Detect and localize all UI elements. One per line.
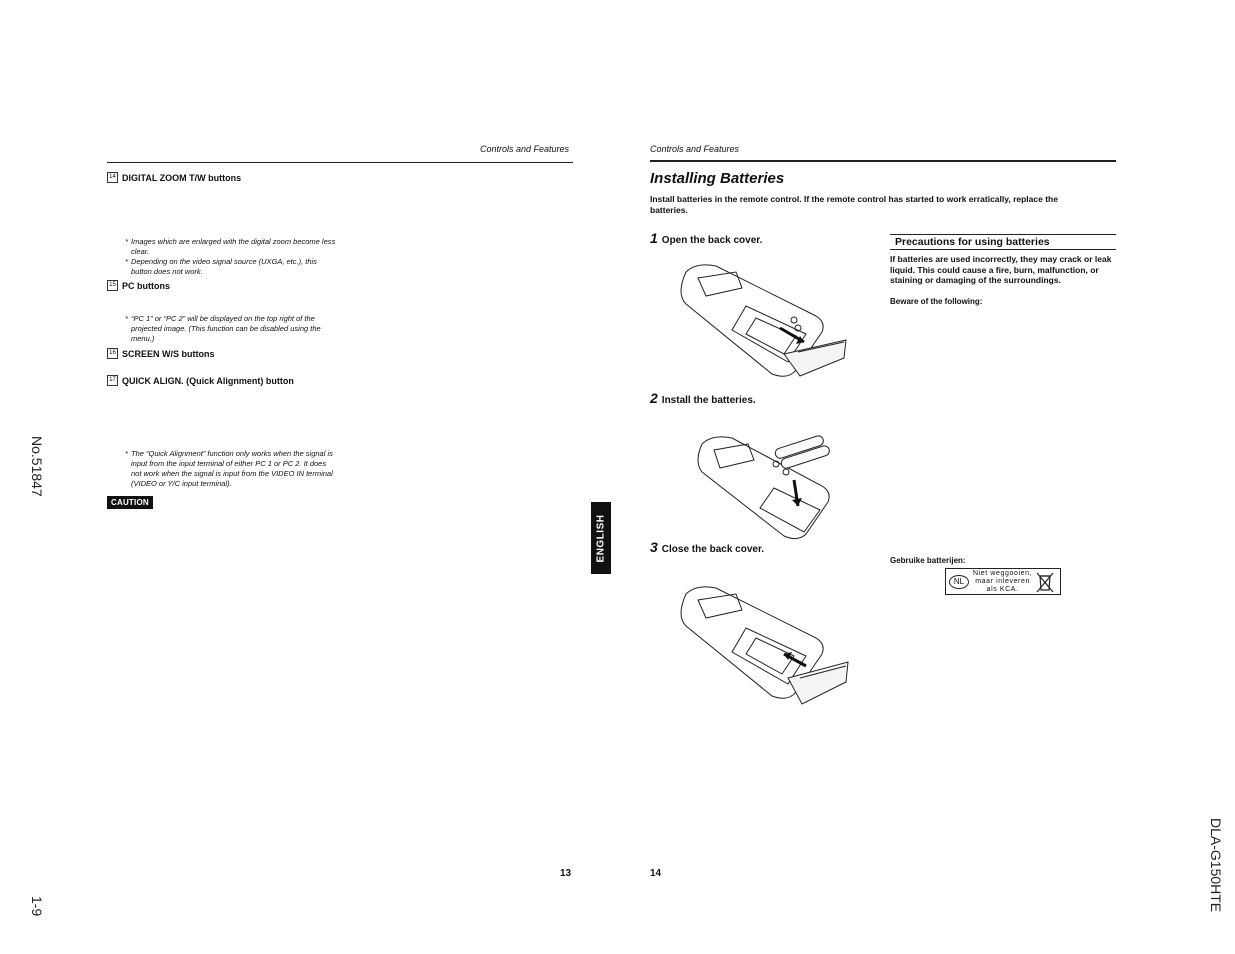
precautions-title: Precautions for using batteries (890, 234, 1116, 250)
step-text: Close the back cover. (661, 544, 765, 555)
step-3 (650, 539, 764, 555)
item-title: SCREEN W/S buttons (122, 348, 215, 359)
item-title: QUICK ALIGN. (Quick Alignment) button (122, 375, 294, 386)
item-pc-buttons (107, 280, 170, 291)
item-number: 15 (107, 280, 118, 291)
step-text: Install the batteries. (661, 395, 756, 406)
item-number: 17 (107, 375, 118, 386)
item-number: 16 (107, 348, 118, 359)
right-header-rule (650, 160, 1116, 162)
recycle-line-3: als KCA. (986, 585, 1019, 593)
remote-install-batteries-illustration (694, 432, 834, 542)
pc-note-text: “PC 1” or “PC 2” will be displayed on the top right of the projected image. (This function can be disabled using the menu.) (131, 314, 321, 343)
item-title: PC buttons (122, 280, 170, 291)
quick-align-note-text: The “Quick Alignment” function only works when the signal is input from the input terminal of either PC 1 or PC 2. It does not work when the signal is input from the VIDEO IN terminal (VIDEO or Y/C input terminal). (131, 449, 333, 488)
section-intro: Install batteries in the remote control. If the remote control has started to work erratically, replace the batteries. (650, 194, 1058, 215)
quick-align-note: * The “Quick Alignment” function only works when the signal is input from the input terminal of either PC 1 or PC 2. It does not work when the signal is input from the VIDEO IN terminal (VIDEO or Y/C input terminal). (125, 449, 333, 488)
step-number: 3 (650, 539, 658, 555)
language-tab-label: ENGLISH (595, 514, 607, 562)
item-title: DIGITAL ZOOM T/W buttons (122, 172, 242, 183)
pc-note: * “PC 1” or “PC 2” will be displayed on the top right of the projected image. (This function can be disabled using the menu.) (125, 314, 321, 343)
item-quick-align (107, 375, 294, 386)
section-title: Installing Batteries (650, 170, 785, 187)
zoom-note-2: Depending on the video signal source (UXGA, etc.), this button does not work. (131, 257, 317, 276)
beware-label: Beware of the following: (890, 297, 983, 306)
right-page-number: 14 (650, 868, 662, 879)
used-batteries-label: Gebruike batterijen: (890, 556, 966, 565)
zoom-note-1: Images which are enlarged with the digital zoom become less clear. (131, 237, 336, 256)
left-page-number: 13 (560, 868, 572, 879)
nl-badge: NL (949, 575, 969, 589)
caution-label: CAUTION (107, 496, 153, 509)
recycle-line-1: Niet weggooien, (973, 569, 1033, 577)
crossed-bin-icon (1036, 571, 1054, 593)
left-header-rule (107, 162, 573, 163)
document-number: No.51847 (29, 436, 45, 497)
step-number: 2 (650, 390, 658, 406)
item-screen-ws (107, 348, 215, 359)
remote-close-cover-illustration (676, 580, 852, 710)
precautions-body: If batteries are used incorrectly, they may crack or leak liquid. This could cause a fire, burn, malfunction, or staining or damaging of the surroundings. (890, 254, 1112, 285)
page-reference: 1-9 (29, 896, 45, 917)
zoom-notes: * Images which are enlarged with the digital zoom become less clear. * Depending on the video signal source (UXGA, etc.), this button does not work. (125, 237, 336, 276)
item-number: 14 (107, 172, 118, 183)
right-page-header: Controls and Features (650, 144, 740, 154)
remote-open-cover-illustration (676, 258, 852, 390)
step-2 (650, 390, 756, 406)
item-digital-zoom (107, 172, 241, 183)
language-tab (591, 502, 611, 574)
step-number: 1 (650, 230, 658, 246)
battery-recycle-symbol (945, 568, 1061, 595)
model-number: DLA-G150HTE (1208, 818, 1224, 913)
left-page-header: Controls and Features (480, 144, 570, 154)
recycle-text (973, 570, 1032, 594)
step-1 (650, 230, 762, 246)
recycle-line-2: maar inleveren (975, 577, 1030, 585)
step-text: Open the back cover. (661, 235, 763, 246)
